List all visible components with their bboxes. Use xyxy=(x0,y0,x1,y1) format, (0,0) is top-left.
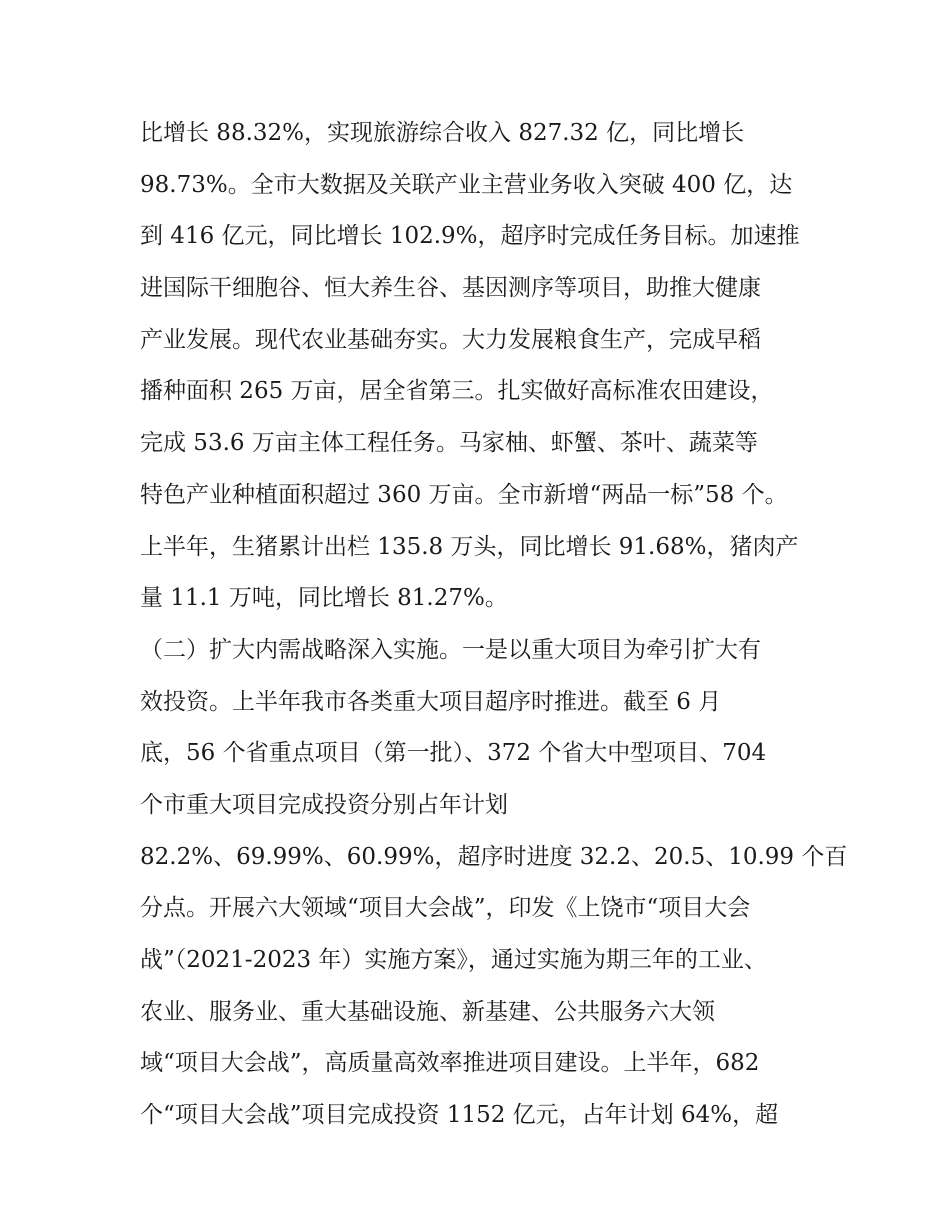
text-line: 完成 53.6 万亩主体工程任务。马家柚、虾蟹、茶叶、蔬菜等 xyxy=(140,430,758,457)
text-line: 域“项目大会战”，高质量高效率推进项目建设。上半年，682 xyxy=(140,1050,760,1077)
text-line: 产业发展。现代农业基础夯实。大力发展粮食生产，完成早稻 xyxy=(140,326,761,353)
text-line: 到 416 亿元，同比增长 102.9%，超序时完成任务目标。加速推 xyxy=(140,223,800,250)
text-line: 上半年，生猪累计出栏 135.8 万头，同比增长 91.68%，猪肉产 xyxy=(140,533,799,560)
text-line: 农业、服务业、重大基础设施、新基建、公共服务六大领 xyxy=(140,998,715,1025)
text-line: （二）扩大内需战略深入实施。一是以重大项目为牵引扩大有 xyxy=(140,636,761,663)
text-line: 战”（2021-2023 年）实施方案》，通过实施为期三年的工业、 xyxy=(140,947,767,973)
text-line: 个市重大项目完成投资分别占年计划 xyxy=(140,791,508,818)
text-line: 底，56 个省重点项目（第一批）、372 个省大中型项目、704 xyxy=(140,740,767,767)
text-line: 个“项目大会战”项目完成投资 1152 亿元，占年计划 64%，超 xyxy=(140,1102,779,1129)
text-line: 特色产业种植面积超过 360 万亩。全市新增“两品一标”58 个。 xyxy=(140,481,788,508)
text-line: 进国际干细胞谷、恒大养生谷、基因测序等项目，助推大健康 xyxy=(140,275,761,302)
text-line: 播种面积 265 万亩，居全省第三。扎实做好高标准农田建设， xyxy=(140,378,774,405)
text-line: 量 11.1 万吨，同比增长 81.27%。 xyxy=(140,585,508,612)
text-line: 效投资。上半年我市各类重大项目超序时推进。截至 6 月 xyxy=(140,688,722,715)
text-line: 82.2%、69.99%、60.99%，超序时进度 32.2、20.5、10.99 个百 xyxy=(140,843,848,870)
text-line: 分点。开展六大领域“项目大会战”，印发《上饶市“项目大会 xyxy=(140,895,751,922)
body-text xyxy=(140,108,848,1142)
text-line: 98.73%。全市大数据及关联产业主营业务收入突破 400 亿，达 xyxy=(140,171,793,198)
text-line: 比增长 88.32%，实现旅游综合收入 827.32 亿，同比增长 xyxy=(140,120,745,146)
